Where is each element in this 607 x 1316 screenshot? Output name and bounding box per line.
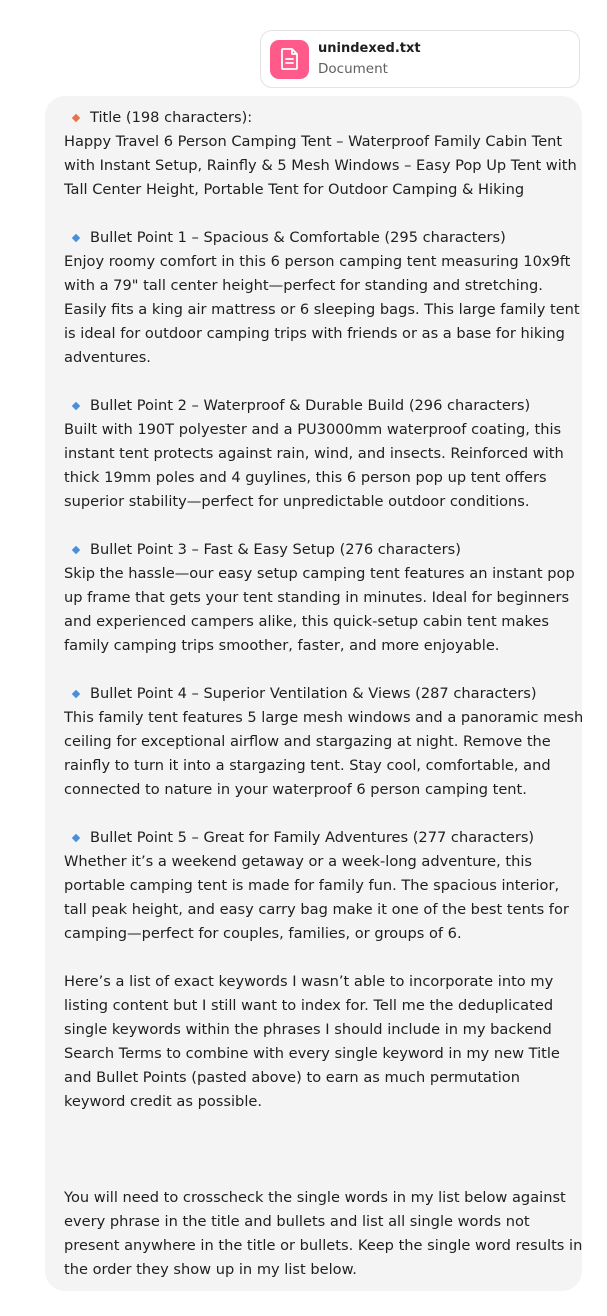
bullet-line: camping—perfect for couples, families, or groups of 6. [64,925,462,942]
bullet-heading [64,226,568,250]
bullet-line: thick 19mm poles and 4 guylines, this 6 person pop up tent offers [64,469,547,486]
bullet-heading-text: Bullet Point 5 – Great for Family Adventures (277 characters) [90,829,535,846]
title-line: Happy Travel 6 Person Camping Tent – Waterproof Family Cabin Tent [64,133,563,150]
instruction-line: You will need to crosscheck the single words in my list below against [64,1189,566,1206]
bullet-line: Enjoy roomy comfort in this 6 person camping tent measuring 10x9ft [64,253,571,270]
bullet-line: tall peak height, and easy carry bag make it one of the best tents for [64,901,569,918]
document-icon [270,40,309,79]
request-line: keyword credit as possible. [64,1093,262,1110]
bullet-line: portable camping tent is made for family fun. The spacious interior, [64,877,560,894]
attachment-file-name: unindexed.txt [318,41,421,56]
blue-diamond-icon [72,234,80,242]
bullet-line: family camping trips smoother, faster, and more enjoyable. [64,637,500,654]
bullet-heading [64,826,568,850]
bullet-line: Whether it’s a weekend getaway or a week-long adventure, this [64,853,533,870]
instruction-line: the order they show up in my list below. [64,1261,357,1278]
bullet-line: This family tent features 5 large mesh windows and a panoramic mesh [64,709,584,726]
orange-diamond-icon [72,114,80,122]
bullet-line: superior stability—perfect for unpredictable outdoor conditions. [64,493,530,510]
bullet-line: Easily fits a king air mattress or 6 sleeping bags. This large family tent [64,301,580,318]
user-message-bubble [45,96,582,1291]
bullet-line: is ideal for outdoor camping trips with friends or as a base for hiking [64,325,565,342]
bullet-heading-text: Bullet Point 2 – Waterproof & Durable Build (296 characters) [90,397,531,414]
bullet-heading-text: Bullet Point 1 – Spacious & Comfortable (295 characters) [90,229,506,246]
blue-diamond-icon [72,834,80,842]
request-line: Here’s a list of exact keywords I wasn’t able to incorporate into my [64,973,554,990]
bullet-line: Built with 190T polyester and a PU3000mm waterproof coating, this [64,421,562,438]
attachment-file-type: Document [318,61,388,77]
bullet-heading-text: Bullet Point 4 – Superior Ventilation & Views (287 characters) [90,685,537,702]
bullet-heading [64,394,568,418]
instruction-line: every phrase in the title and bullets and list all single words not [64,1213,530,1230]
blue-diamond-icon [72,402,80,410]
bullet-line: rainfly to turn it into a stargazing tent. Stay cool, comfortable, and [64,757,551,774]
bullet-heading [64,682,568,706]
bullet-line: Skip the hassle—our easy setup camping tent features an instant pop [64,565,575,582]
request-line: listing content but I still want to index for. Tell me the deduplicated [64,997,554,1014]
attachment-card[interactable] [260,30,580,88]
bullet-line: instant tent protects against rain, wind, and insects. Reinforced with [64,445,564,462]
title-line: with Instant Setup, Rainfly & 5 Mesh Windows – Easy Pop Up Tent with [64,157,577,174]
request-line: single keywords within the phrases I should include in my backend [64,1021,552,1038]
title-heading-text: Title (198 characters): [90,109,253,126]
title-line: Tall Center Height, Portable Tent for Outdoor Camping & Hiking [64,181,525,198]
bullet-line: connected to nature in your waterproof 6 person camping tent. [64,781,527,798]
bullet-heading-text: Bullet Point 3 – Fast & Easy Setup (276 characters) [90,541,461,558]
request-line: and Bullet Points (pasted above) to earn as much permutation [64,1069,520,1086]
blue-diamond-icon [72,546,80,554]
request-line: Search Terms to combine with every single keyword in my new Title [64,1045,560,1062]
bullet-line: and experienced campers alike, this quick-setup cabin tent makes [64,613,549,630]
bullet-line: with a 79" tall center height—perfect for standing and stretching. [64,277,543,294]
blue-diamond-icon [72,690,80,698]
bullet-line: ceiling for exceptional airflow and stargazing at night. Remove the [64,733,551,750]
bullet-line: adventures. [64,349,151,366]
title-heading [64,106,568,130]
instruction-line: present anywhere in the title or bullets. Keep the single word results in [64,1237,583,1254]
bullet-heading [64,538,568,562]
bullet-line: up frame that gets your tent standing in minutes. Ideal for beginners [64,589,570,606]
